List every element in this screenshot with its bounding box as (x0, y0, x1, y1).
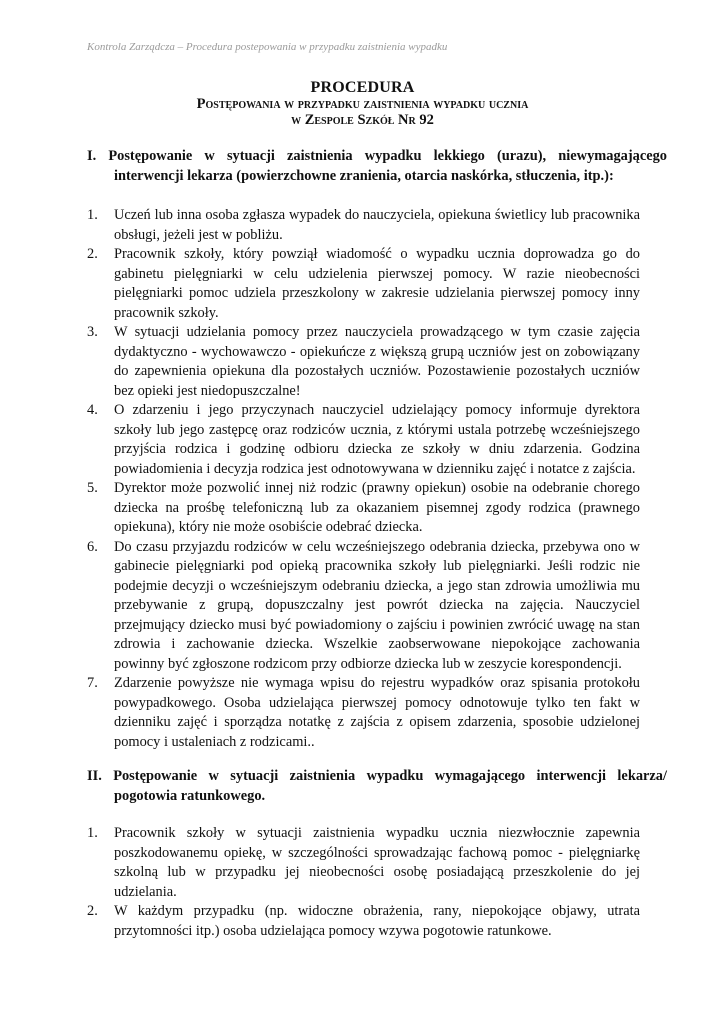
section-2-heading: II. Postępowanie w sytuacji zaistnienia wypadku wymagającego interwencji lekarza/ pogotowia ratunkowego. (87, 768, 667, 804)
item-number: 2. (87, 903, 98, 919)
title-subtitle-line-2: w Zespole Szkół Nr 92 (291, 112, 434, 128)
title-main: PROCEDURA (310, 79, 415, 96)
list-item (87, 479, 640, 538)
item-number: 2. (87, 246, 98, 262)
running-header: Kontrola Zarządcza – Procedura postepowania w przypadku zaistnienia wypadku (87, 41, 448, 53)
item-text: O zdarzeniu i jego przyczynach nauczyciel udzielający pomocy informuje dyrektora szkoły lub jego zastępcę oraz rodziców ucznia, z którymi ustala potrzebę wcześniejszego przyjścia rodzica i godzinę odbioru dziecka ze szkoły w dniu zdarzenia. Godzina powiadomienia i decyzja rodzica jest odnotowywana w dzienniku zajęć i notatce z zajścia. (114, 402, 640, 477)
section-2-list (87, 824, 640, 941)
title-subtitle-line-1: Postępowania w przypadku zaistnienia wypadku ucznia (196, 96, 529, 112)
item-number: 7. (87, 675, 98, 691)
list-item (87, 824, 640, 902)
item-number: 1. (87, 207, 98, 223)
item-text: Uczeń lub inna osoba zgłasza wypadek do nauczyciela, opiekuna świetlicy lub pracownika obsługi, jeżeli jest w pobliżu. (114, 207, 640, 243)
item-number: 4. (87, 402, 98, 418)
item-number: 1. (87, 825, 98, 841)
item-text: Pracownik szkoły, który powziął wiadomość o wypadku ucznia doprowadza go do gabinetu pielęgniarki w celu udzielenia pierwszej pomocy. W razie nieobecności pielęgniarki pomoc udziela przeszkolony w zakresie udzielania pierwszej pomocy inny pracownik szkoły. (114, 246, 640, 321)
list-item (87, 902, 640, 941)
item-text: W sytuacji udzielania pomocy przez nauczyciela prowadzącego w tym czasie zajęcia dydaktyczno - wychowawczo - opiekuńcze z większą grupą uczniów jest on zobowiązany do zapewnienia opiekuna dla pozostałych uczniów. Pozostawienie pozostałych uczniów bez opieki jest niedopuszczalne! (114, 324, 640, 399)
list-item (87, 323, 640, 401)
item-text: W każdym przypadku (np. widoczne obrażenia, rany, niepokojące objawy, utrata przytomności itp.) osoba udzielająca pomocy wzywa pogotowie ratunkowe. (114, 903, 640, 939)
list-item (87, 538, 640, 675)
item-text: Pracownik szkoły w sytuacji zaistnienia wypadku ucznia niezwłocznie zapewnia poszkodowanemu opiekę, w szczególności sprowadzając fachową pomoc - pielęgniarkę szkolną lub w przypadku jej nieobecności osobę posiadającą przeszkolenie do jej udzielania. (114, 825, 640, 900)
document-title (0, 79, 725, 128)
section-1-list (87, 206, 640, 752)
item-text: Do czasu przyjazdu rodziców w celu wcześniejszego odebrania dziecka, przebywa ono w gabinecie pielęgniarki pod opieką pracownika szkoły lub pielęgniarki. Jeśli rodzic nie podejmie decyzji o wcześniejszym odebraniu dziecka, a jego stan zdrowia umożliwia mu przebywanie z grupą, dopuszczalny jest powrót dziecka na zajęcia. Nauczyciel przejmujący dziecko musi być powiadomiony o zajściu i powinien zwrócić uwagę na stan zdrowia i zachowanie dziecka. Wszelkie zaobserwowane niepokojące zachowania powinny być zgłoszone rodzicom przy odbiorze dziecka lub w zeszycie korespondencji. (114, 538, 640, 672)
list-item (87, 245, 640, 323)
section-1-heading: I. Postępowanie w sytuacji zaistnienia wypadku lekkiego (urazu), niewymagającego interwencji lekarza (powierzchowne zranienia, otarcia naskórka, stłuczenia, itp.): (87, 148, 667, 184)
item-text: Dyrektor może pozwolić innej niż rodzic (prawny opiekun) osobie na odebranie chorego dziecka na prośbę telefoniczną lub za okazaniem pisemnej zgody rodzica (prawnego opiekuna), który nie może osobiście odebrać dziecka. (114, 480, 640, 535)
list-item (87, 401, 640, 479)
list-item (87, 674, 640, 752)
item-number: 6. (87, 538, 98, 555)
list-item (87, 206, 640, 245)
item-text: Zdarzenie powyższe nie wymaga wpisu do rejestru wypadków oraz spisania protokołu powypadkowego. Osoba udzielająca pierwszej pomocy odnotowuje tylko ten fakt w dzienniku zajęć i sporządza notatkę z zajścia z opisem zdarzenia, sposobie udzielonej pomocy i ustaleniach z rodzicami.. (114, 675, 640, 750)
item-number: 5. (87, 480, 98, 496)
item-number: 3. (87, 324, 98, 340)
